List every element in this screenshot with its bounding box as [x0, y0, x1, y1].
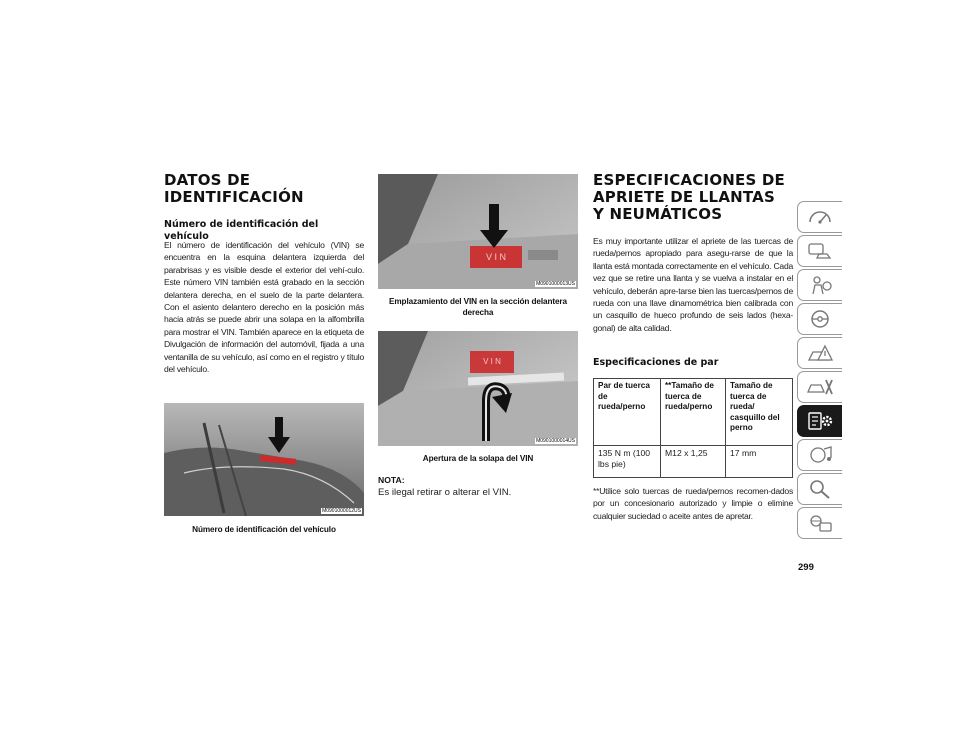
table-footnote: **Utilice solo tuercas de rueda/pernos recomen-dados por un concesionario autorizado y limpie o elimine cualquier suciedad o aceite antes de apretar. — [593, 486, 793, 521]
floor-vin-illustration — [378, 174, 578, 289]
car-service-wrench-icon — [805, 376, 835, 398]
sidebar-tab-multimedia[interactable] — [797, 439, 842, 471]
steering-wheel-icon — [805, 308, 835, 330]
table-header-cell: **Tamaño de tuerca de rueda/perno — [661, 379, 726, 446]
table-row — [594, 446, 793, 478]
vin-plate-label: V I N — [483, 357, 501, 366]
photo-code: M0901000013US — [536, 281, 575, 287]
sidebar-tab-safety[interactable] — [797, 269, 842, 301]
dashboard-gauge-icon — [805, 206, 835, 228]
torque-body-paragraph: Es muy importante utilizar el apriete de las tuercas de rueda/pernos apropiado para asegu-rarse de que la llanta está montada correctamente en el vehículo. Cada vez que se retire una llanta y se vuelva a instalar en el vehículo, deberán apre-tarse bien las tuercas/pernos de rueda con una llave dinamométrica bien calibrada con un casquillo de hueco profundo de seis lados (hexa-gonal) de alta calidad. — [593, 236, 793, 333]
photo-caption-vin-location: Emplazamiento del VIN en la sección delantera derecha — [389, 297, 567, 317]
photo-caption-flap: Apertura de la solapa del VIN — [422, 454, 534, 463]
sidebar-tab-getting-started[interactable] — [797, 235, 842, 267]
table-cell: 135 N m (100 lbs pie) — [594, 446, 661, 478]
photo-code: M0901000012US — [322, 508, 361, 514]
note-label: NOTA: — [378, 475, 405, 485]
table-header-cell: Par de tuerca de rueda/perno — [594, 379, 661, 446]
vin-body-paragraph: El número de identificación del vehículo (VIN) se encuentra en la esquina delantera izquierda del parabrisas y es visible desde el exterior del vehí-culo. Este número VIN también está grabado en la sección delantera derecha, en el suelo de la parte delantera. Con el asiento delantero derecho en la posición más hacia atrás se puede abrir una solapa en la alfombrilla para mostrar el VIN. También aparece en la etiqueta de Divulgación de información del automóvil, fijada a una ventanilla de su vehículo, así como en el registro y título del vehículo. — [164, 240, 364, 375]
sidebar-tab-driving[interactable] — [797, 303, 842, 335]
subsection-title-vin: Número de identificación del vehículo — [164, 219, 319, 242]
table-cell: 17 mm — [726, 446, 793, 478]
specifications-gear-icon — [805, 410, 835, 432]
multimedia-icon — [805, 444, 835, 466]
search-magnifier-icon — [805, 478, 835, 500]
seatbelt-airbag-icon — [805, 274, 835, 296]
subsection-title-torque: Especificaciones de par — [593, 357, 719, 368]
windshield-illustration — [164, 403, 364, 516]
photo-caption-vin: Número de identificación del vehículo — [192, 525, 336, 534]
sidebar-tab-specifications[interactable] — [797, 405, 842, 437]
photo-code: M0901000014US — [536, 438, 575, 444]
section-title-torque-specs: ESPECIFICACIONES DE APRIETE DE LLANTAS Y NEUMÁTICOS — [593, 171, 785, 223]
sidebar-tab-index[interactable] — [797, 507, 842, 539]
car-message-icon — [805, 240, 835, 262]
language-index-icon — [805, 512, 835, 534]
page-number: 299 — [798, 562, 814, 573]
vin-flap-photo — [378, 331, 578, 446]
sidebar-tab-search[interactable] — [797, 473, 842, 505]
section-title-identification: DATOS DE IDENTIFICACIÓN — [164, 171, 304, 206]
vin-floor-location-photo — [378, 174, 578, 289]
vin-windshield-photo — [164, 403, 364, 516]
sidebar-tab-dashboard[interactable] — [797, 201, 842, 233]
vin-plate-label: V I N — [485, 252, 506, 262]
table-header-row — [594, 379, 793, 446]
note-text: Es ilegal retirar o alterar el VIN. — [378, 487, 512, 498]
sidebar-tab-service[interactable] — [797, 371, 842, 403]
warning-triangle-car-icon — [805, 342, 835, 364]
sidebar-tab-emergencies[interactable] — [797, 337, 842, 369]
flap-opening-illustration — [378, 331, 578, 446]
torque-spec-table — [593, 378, 793, 478]
table-header-cell: Tamaño de tuerca de rueda/ casquillo del perno — [726, 379, 793, 446]
table-cell: M12 x 1,25 — [661, 446, 726, 478]
